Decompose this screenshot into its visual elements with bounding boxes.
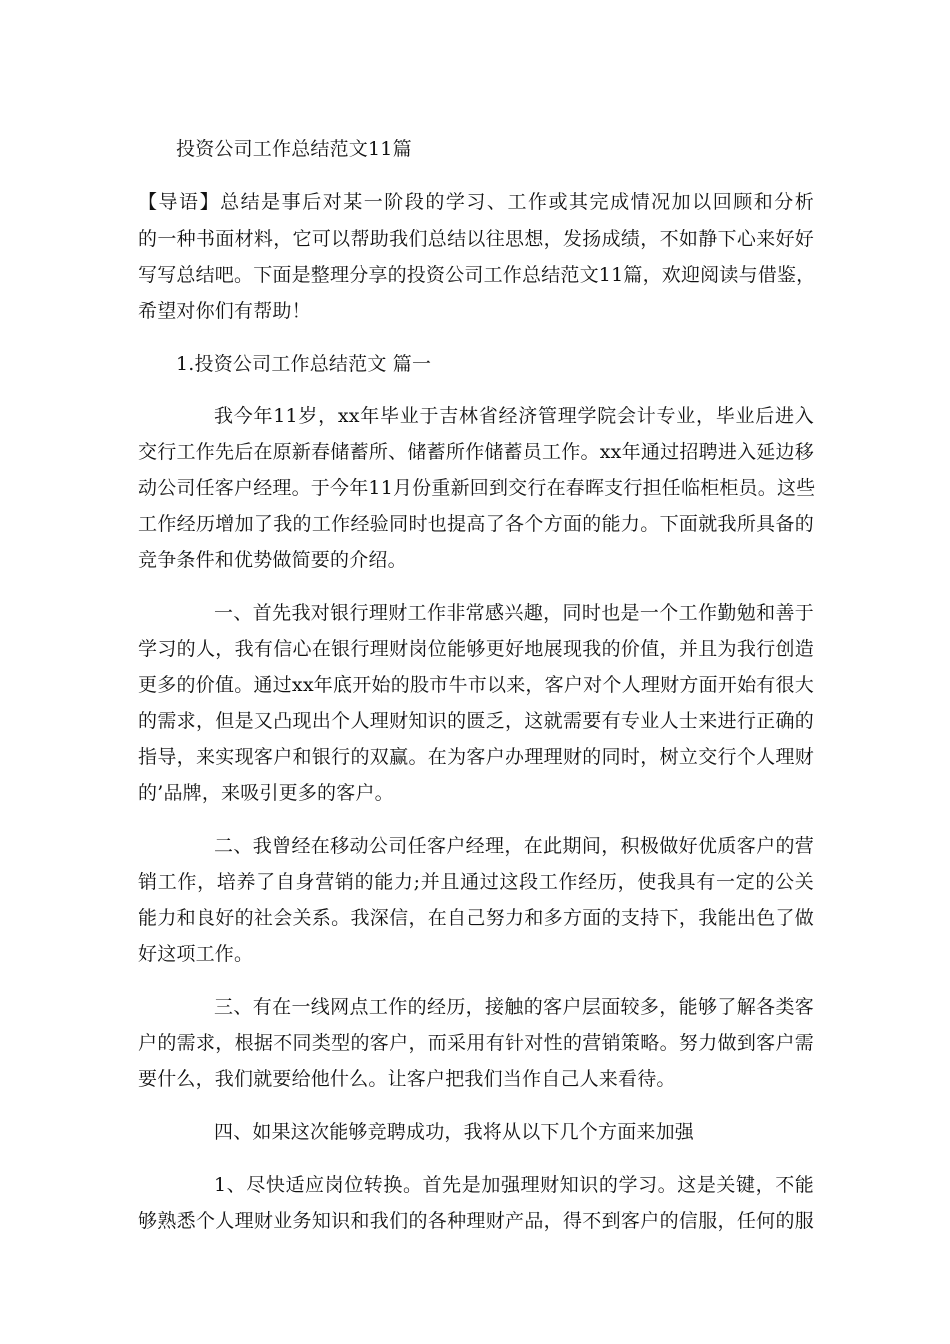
paragraph-line: 我今年11岁，xx年毕业于吉林省经济管理学院会计专业，毕业后进入	[214, 405, 814, 427]
paragraph-line: 三、有在一线网点工作的经历，接触的客户层面较多，能够了解各类客	[214, 996, 814, 1018]
paragraph-line: 好这项工作。	[138, 943, 254, 965]
paragraph-line: 动公司任客户经理。于今年11月份重新回到交行在春晖支行担任临柜柜员。这些	[138, 477, 816, 499]
paragraph-line: 户的需求，根据不同类型的客户，而采用有针对性的营销策略。努力做到客户需	[138, 1032, 814, 1054]
paragraph-line: 要什么，我们就要给他什么。让客户把我们当作自己人来看待。	[138, 1068, 676, 1090]
paragraph-line: 能力和良好的社会关系。我深信，在自己努力和多方面的支持下，我能出色了做	[138, 907, 814, 929]
paragraph-line: 的’品牌，来吸引更多的客户。	[138, 782, 394, 804]
paragraph-line: 工作经历增加了我的工作经验同时也提高了各个方面的能力。下面就我所具备的	[138, 513, 814, 535]
intro-line: 的一种书面材料，它可以帮助我们总结以往思想，发扬成绩，不如静下心来好好	[138, 228, 814, 250]
paragraph-line: 1、尽快适应岗位转换。首先是加强理财知识的学习。这是关键，不能	[214, 1174, 814, 1196]
paragraph-line: 销工作，培养了自身营销的能力;并且通过这段工作经历，使我具有一定的公关	[138, 871, 814, 893]
paragraph-line: 竞争条件和优势做简要的介绍。	[138, 549, 407, 571]
paragraph-line: 够熟悉个人理财业务知识和我们的各种理财产品，得不到客户的信服，任何的服	[138, 1210, 814, 1232]
paragraph-line: 更多的价值。通过xx年底开始的股市牛市以来，客户对个人理财方面开始有很大	[138, 674, 814, 696]
intro-line: 写写总结吧。下面是整理分享的投资公司工作总结范文11篇，欢迎阅读与借鉴，	[138, 264, 816, 286]
intro-line: 【导语】总结是事后对某一阶段的学习、工作或其完成情况加以回顾和分析	[138, 191, 814, 213]
paragraph-line: 二、我曾经在移动公司任客户经理，在此期间，积极做好优质客户的营	[214, 835, 814, 857]
document-title: 投资公司工作总结范文11篇	[176, 138, 412, 160]
intro-line: 希望对你们有帮助！	[138, 300, 311, 322]
paragraph-line: 四、如果这次能够竞聘成功，我将从以下几个方面来加强	[214, 1121, 695, 1143]
paragraph-line: 一、首先我对银行理财工作非常感兴趣，同时也是一个工作勤勉和善于	[214, 602, 814, 624]
paragraph-line: 指导，来实现客户和银行的双赢。在为客户办理理财的同时，树立交行个人理财	[138, 746, 814, 768]
section-heading: 1.投资公司工作总结范文 篇一	[176, 353, 432, 375]
paragraph-line: 学习的人，我有信心在银行理财岗位能够更好地展现我的价值，并且为我行创造	[138, 638, 814, 660]
paragraph-line: 的需求，但是又凸现出个人理财知识的匮乏，这就需要有专业人士来进行正确的	[138, 710, 814, 732]
paragraph-line: 交行工作先后在原新春储蓄所、储蓄所作储蓄员工作。xx年通过招聘进入延边移	[138, 441, 814, 463]
